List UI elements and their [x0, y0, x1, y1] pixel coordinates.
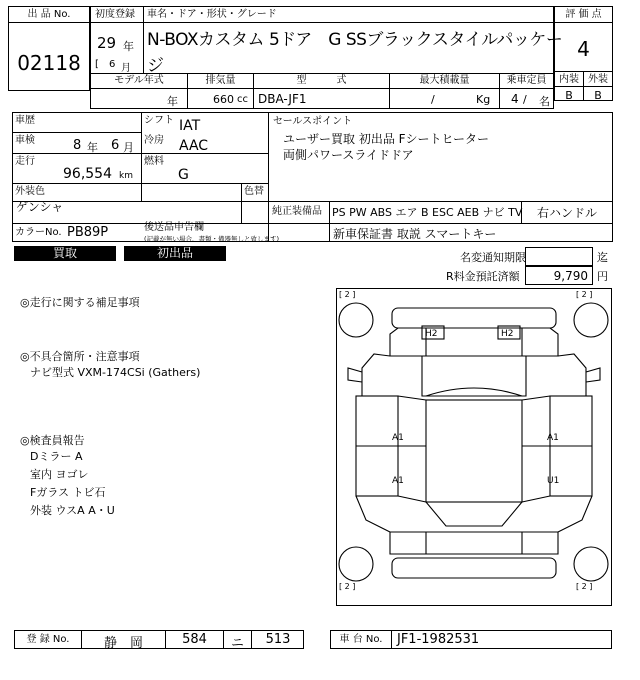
defect-remarks-title: ◎不具合箇所・注意事項: [20, 350, 140, 363]
first-reg-year-unit: 年: [123, 40, 134, 53]
documents-value: 新車保証書 取説 スマートキー: [333, 227, 497, 241]
inspector-report-title: ◎検査員報告: [20, 434, 85, 447]
ac-value: AAC: [179, 138, 209, 154]
fuel-label: 燃料: [144, 156, 164, 167]
recycle-label: R料金預託済額: [446, 270, 520, 283]
shift-value: IAT: [179, 118, 201, 134]
mark-h2-left: H2: [425, 329, 438, 339]
tire-label-rear-left: [ 2 ]: [339, 582, 356, 591]
driving-remarks-title: ◎走行に関する補足事項: [20, 296, 140, 309]
displacement-label: 排気量: [205, 75, 236, 86]
capacity-value: 4: [511, 92, 519, 106]
score-label: 評 価 点: [565, 9, 602, 20]
recycle-value: 9,790: [553, 269, 588, 283]
ac-label: 冷房: [144, 135, 164, 146]
max-load-slash: /: [431, 93, 435, 106]
inspector-report-1: Dミラー A: [30, 450, 83, 463]
inspection-year: 8: [73, 138, 82, 153]
first-reg-month-unit: 月: [121, 63, 131, 74]
chassis-box: [330, 630, 612, 649]
capacity-unit: 名: [539, 95, 550, 108]
max-load-label: 最大積載量: [419, 75, 470, 86]
first-reg-label: 初度登録: [95, 9, 135, 20]
type-value: DBA-JF1: [258, 92, 307, 106]
sales-point-line-2: 両側パワースライドドア: [283, 148, 414, 162]
post-doc-label: 後送品申告欄: [144, 222, 204, 233]
inspection-month-unit: 月: [123, 141, 134, 154]
shift-label: シフト: [144, 115, 174, 126]
equipment-label: 純正装備品: [272, 206, 322, 217]
chassis-number: JF1-1982531: [397, 632, 480, 647]
displacement-unit: cc: [237, 94, 248, 105]
inspection-label: 車検: [15, 135, 35, 146]
registration-label: 登 録 No.: [26, 634, 70, 645]
first-reg-month-bracket: [: [95, 59, 99, 70]
registration-box: [14, 630, 304, 649]
interior-grade: B: [565, 89, 573, 102]
score-value: 4: [577, 37, 590, 61]
model-year-unit: 年: [167, 95, 178, 108]
registration-kana: ニ: [230, 636, 244, 651]
car-diagram-svg: [336, 288, 612, 606]
registration-region: 静 岡: [103, 636, 143, 651]
capacity-label: 乗車定員: [506, 75, 547, 86]
recycle-box: [525, 266, 593, 285]
lot-number-box: [8, 6, 90, 91]
fuel-value: G: [178, 167, 189, 183]
tire-label-front-left: [ 2 ]: [339, 290, 356, 299]
mark-front-door-left: A1: [392, 433, 404, 443]
score-box: [554, 6, 613, 101]
title-box: [90, 6, 563, 76]
exterior-color-text: ゲンシャ: [16, 200, 64, 214]
first-reg-month: 6: [109, 59, 116, 70]
max-load-unit: Kg: [476, 93, 491, 106]
mark-rear-door-left: A1: [392, 476, 404, 486]
registration-number: 513: [265, 632, 291, 647]
post-doc-note: (記載が無い場合、書類・備器無しと致します): [144, 235, 280, 243]
first-listing-tag: 初出品: [124, 246, 226, 261]
mileage-unit: km: [119, 171, 133, 181]
details-box: [12, 112, 613, 242]
exterior-color-label: 外装色: [15, 186, 45, 197]
interior-grade-label: 内装: [559, 74, 579, 85]
tire-label-front-right: [ 2 ]: [576, 290, 593, 299]
color-no-value: PB89P: [67, 225, 109, 240]
defect-remark-1: ナビ型式 VXM-174CSi (Gathers): [30, 366, 201, 379]
color-change-label: 色替: [244, 186, 264, 197]
mark-rear-door-right: U1: [547, 476, 560, 486]
reg-change-label: 名変通知期限: [460, 251, 526, 264]
car-damage-diagram: [336, 288, 612, 606]
spec-row: [90, 73, 554, 109]
car-name-line-1: N-BOXカスタム 5ドア G SSブラックスタイルパッケー: [147, 30, 563, 50]
inspector-report-3: Fガラス トビ石: [30, 486, 106, 499]
exterior-grade: B: [594, 89, 602, 102]
reg-change-box: [525, 247, 593, 266]
sales-point-line-1: ユーザー買取 初出品 Fシートヒーター: [283, 132, 490, 146]
mileage-label: 走行: [15, 156, 35, 167]
capacity-slash: /: [523, 93, 527, 106]
color-no-label: カラーNo.: [15, 227, 62, 238]
lot-number-label: 出 品 No.: [27, 9, 71, 20]
sales-point-label: セールスポイント: [273, 116, 353, 127]
registration-class: 584: [182, 632, 207, 647]
model-year-label: モデル年式: [114, 75, 164, 86]
car-name-line-2: ジ: [147, 56, 164, 76]
inspector-report-2: 室内 ヨゴレ: [30, 468, 89, 481]
mark-h2-right: H2: [501, 329, 514, 339]
exterior-grade-label: 外装: [588, 74, 608, 85]
tire-label-rear-right: [ 2 ]: [576, 582, 593, 591]
reg-change-suffix: 迄: [597, 251, 608, 264]
mileage-value: 96,554: [63, 166, 112, 182]
inspection-year-unit: 年: [87, 141, 98, 154]
inspection-month: 6: [111, 138, 120, 153]
first-reg-year: 29: [97, 34, 117, 52]
car-name-label: 車名・ドア・形状・グレード: [147, 9, 277, 20]
equipment-value: PS PW ABS エア B ESC AEB ナビ TV: [332, 206, 523, 219]
buyback-tag: 買取: [14, 246, 116, 261]
displacement-value: 660: [213, 93, 234, 106]
lot-number: 02118: [17, 51, 81, 75]
history-label: 車歴: [15, 115, 35, 126]
type-label: 型 式: [296, 75, 347, 86]
recycle-unit: 円: [597, 270, 608, 283]
inspector-report-4: 外装 ウスA A・U: [30, 504, 115, 517]
chassis-label: 車 台 No.: [339, 634, 383, 645]
mark-front-door-right: A1: [547, 433, 559, 443]
steering-value: 右ハンドル: [536, 206, 597, 220]
